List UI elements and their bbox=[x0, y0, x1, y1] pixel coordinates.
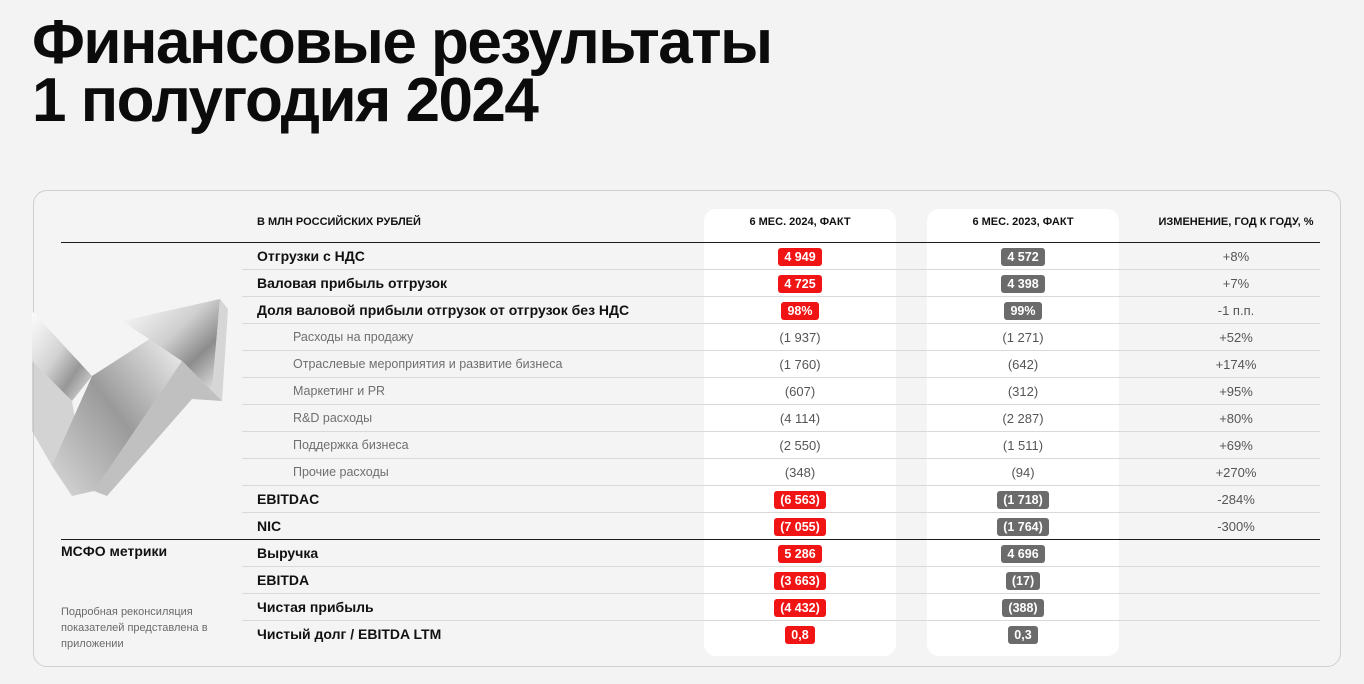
value-2023: (2 287) bbox=[1002, 411, 1044, 426]
value-2023: (1 718) bbox=[997, 491, 1049, 509]
value-2024: (4 114) bbox=[779, 411, 821, 426]
row-label: Поддержка бизнеса bbox=[293, 438, 409, 452]
value-2024: (3 663) bbox=[774, 572, 826, 590]
value-2023: (312) bbox=[1007, 384, 1039, 399]
page-title-line-2: 1 полугодия 2024 bbox=[32, 66, 538, 135]
value-change: +8% bbox=[1222, 249, 1250, 264]
table-row bbox=[242, 513, 1320, 540]
value-change: -1 п.п. bbox=[1217, 303, 1255, 318]
row-label: Маркетинг и PR bbox=[293, 384, 386, 398]
row-label: Выручка bbox=[257, 545, 319, 561]
value-change: +95% bbox=[1219, 384, 1253, 399]
row-label: Отгрузки с НДС bbox=[257, 248, 365, 264]
header-change: ИЗМЕНЕНИЕ, ГОД К ГОДУ, % bbox=[1158, 216, 1314, 228]
chrome-arrow-up-right-icon bbox=[32, 291, 262, 501]
value-change bbox=[1146, 594, 1326, 621]
table-row bbox=[242, 594, 1320, 621]
value-2023: (642) bbox=[1007, 357, 1039, 372]
table-row bbox=[242, 351, 1320, 378]
row-label: Чистый долг / EBITDA LTM bbox=[257, 626, 442, 642]
row-label: Прочие расходы bbox=[293, 465, 389, 479]
value-2023: 4 696 bbox=[1001, 545, 1044, 563]
page-title-line-1: Финансовые результаты bbox=[32, 8, 772, 77]
value-2023: 99% bbox=[1004, 302, 1041, 320]
row-label: R&D расходы bbox=[293, 411, 373, 425]
value-2023: (17) bbox=[1006, 572, 1040, 590]
table-row bbox=[242, 324, 1320, 351]
value-change bbox=[1146, 540, 1326, 567]
value-2024: 4 725 bbox=[778, 275, 821, 293]
value-change: +80% bbox=[1219, 411, 1253, 426]
value-2023: (1 764) bbox=[997, 518, 1049, 536]
header-2024: 6 МЕС. 2024, ФАКТ bbox=[749, 216, 851, 228]
row-label: Чистая прибыль bbox=[257, 599, 374, 615]
row-label: Валовая прибыль отгрузок bbox=[257, 275, 448, 291]
table-row bbox=[242, 621, 1320, 648]
value-change: +52% bbox=[1219, 330, 1253, 345]
value-2023: 0,3 bbox=[1008, 626, 1037, 644]
value-change: +7% bbox=[1222, 276, 1250, 291]
value-2023: 4 398 bbox=[1001, 275, 1044, 293]
value-2024: 0,8 bbox=[785, 626, 814, 644]
header-2023: 6 МЕС. 2023, ФАКТ bbox=[972, 216, 1074, 228]
page-title bbox=[32, 8, 772, 135]
value-change: +174% bbox=[1215, 357, 1257, 372]
table-row bbox=[242, 297, 1320, 324]
value-2024: (4 432) bbox=[774, 599, 826, 617]
table-row bbox=[242, 567, 1320, 594]
row-label: Доля валовой прибыли отгрузок от отгрузок без НДС bbox=[257, 302, 630, 318]
table-row bbox=[242, 405, 1320, 432]
value-2024: (7 055) bbox=[774, 518, 826, 536]
value-2024: (2 550) bbox=[779, 438, 821, 453]
value-2024: (607) bbox=[784, 384, 816, 399]
value-change: -300% bbox=[1217, 519, 1255, 534]
row-label: EBITDA bbox=[257, 572, 310, 588]
table-row bbox=[242, 540, 1320, 567]
value-2024: 98% bbox=[781, 302, 818, 320]
row-label: NIC bbox=[257, 518, 282, 534]
header-units: В МЛН РОССИЙСКИХ РУБЛЕЙ bbox=[257, 216, 421, 228]
value-2024: (1 760) bbox=[779, 357, 821, 372]
table-row bbox=[242, 270, 1320, 297]
value-change bbox=[1146, 621, 1326, 648]
table-row bbox=[242, 459, 1320, 486]
value-2024: (348) bbox=[784, 465, 816, 480]
table-row bbox=[242, 243, 1320, 270]
value-2024: (6 563) bbox=[774, 491, 826, 509]
row-label: Отраслевые мероприятия и развитие бизнеса bbox=[293, 357, 563, 371]
reconciliation-note: Подробная реконсиляция показателей представлена в приложении bbox=[61, 606, 208, 650]
table-row bbox=[242, 378, 1320, 405]
value-2023: (1 271) bbox=[1002, 330, 1044, 345]
table-row bbox=[242, 432, 1320, 459]
value-2023: (94) bbox=[1011, 465, 1035, 480]
value-change: +69% bbox=[1219, 438, 1253, 453]
value-2023: (1 511) bbox=[1002, 438, 1044, 453]
value-2023: 4 572 bbox=[1001, 248, 1044, 266]
row-label: Расходы на продажу bbox=[293, 330, 414, 344]
results-card bbox=[33, 190, 1341, 667]
row-label: EBITDAC bbox=[257, 491, 320, 507]
value-change bbox=[1146, 567, 1326, 594]
value-change: +270% bbox=[1215, 465, 1257, 480]
value-change: -284% bbox=[1217, 492, 1255, 507]
value-2023: (388) bbox=[1002, 599, 1043, 617]
value-2024: (1 937) bbox=[779, 330, 821, 345]
value-2024: 4 949 bbox=[778, 248, 821, 266]
ifrs-metrics-label: МСФО метрики bbox=[61, 543, 168, 559]
table-row bbox=[242, 486, 1320, 513]
value-2024: 5 286 bbox=[778, 545, 821, 563]
